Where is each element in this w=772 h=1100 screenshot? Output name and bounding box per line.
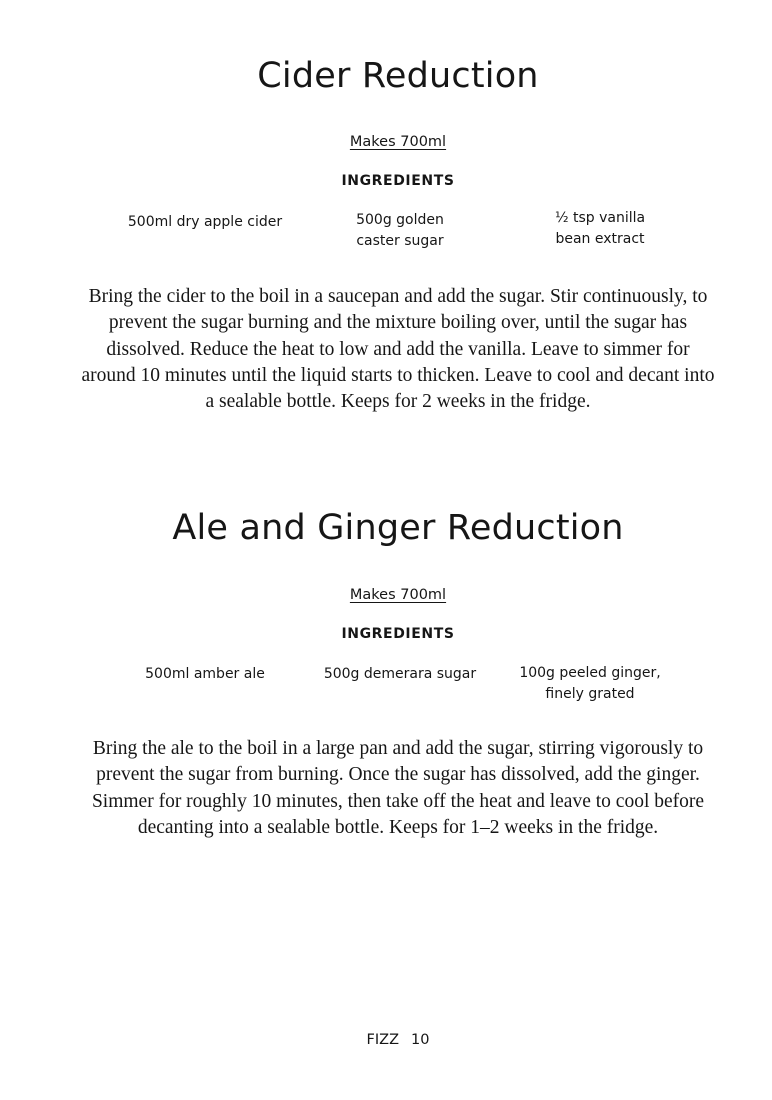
recipe-yield: Makes 700ml [349, 587, 447, 603]
ingredient-item [305, 664, 495, 685]
ingredient-line: 500g golden [356, 212, 444, 228]
ingredient-line: 500ml dry apple cider [127, 214, 283, 230]
ingredient-line: ½ tsp vanilla [554, 210, 646, 226]
ingredient-item [505, 208, 695, 250]
recipe-yield: Makes 700ml [349, 134, 447, 150]
ingredient-line: 500g demerara sugar [323, 666, 477, 682]
recipe-title: Cider Reduction [257, 56, 539, 96]
recipe-title: Ale and Ginger Reduction [172, 508, 624, 548]
ingredient-line: caster sugar [356, 233, 444, 249]
ingredient-line: finely grated [545, 686, 635, 702]
ingredients-heading: INGREDIENTS [341, 173, 455, 189]
ingredient-line: 500ml amber ale [145, 666, 265, 682]
ingredient-item [100, 664, 310, 685]
ingredient-item [490, 663, 690, 705]
book-title: FIZZ [366, 1032, 400, 1048]
ingredient-line: 100g peeled ginger, [519, 665, 661, 681]
ingredients-heading: INGREDIENTS [341, 626, 455, 642]
method-text: Bring the cider to the boil in a saucepan and add the sugar. Stir continuously, to prevent the sugar burning and the mixture boiling over, until the sugar has dissolved. Reduce the heat to low and add the vanilla. Leave to simmer for around 10 minutes until the liquid starts to thicken. Leave to cool and decant into a sealable bottle. Keeps for 2 weeks in the fridge. [81, 286, 715, 413]
method-text: Bring the ale to the boil in a large pan and add the sugar, stirring vigorously to prevent the sugar from burning. Once the sugar has dissolved, add the ginger. Simmer for roughly 10 minutes, then take off the heat and leave to cool before decanting into a sealable bottle. Keeps for 1–2 weeks in the fridge. [91, 738, 705, 838]
ingredient-item [100, 212, 310, 233]
page-number: 10 [411, 1032, 430, 1048]
ingredient-line: bean extract [555, 231, 645, 247]
page-footer [0, 1033, 772, 1048]
ingredient-item [310, 210, 490, 252]
